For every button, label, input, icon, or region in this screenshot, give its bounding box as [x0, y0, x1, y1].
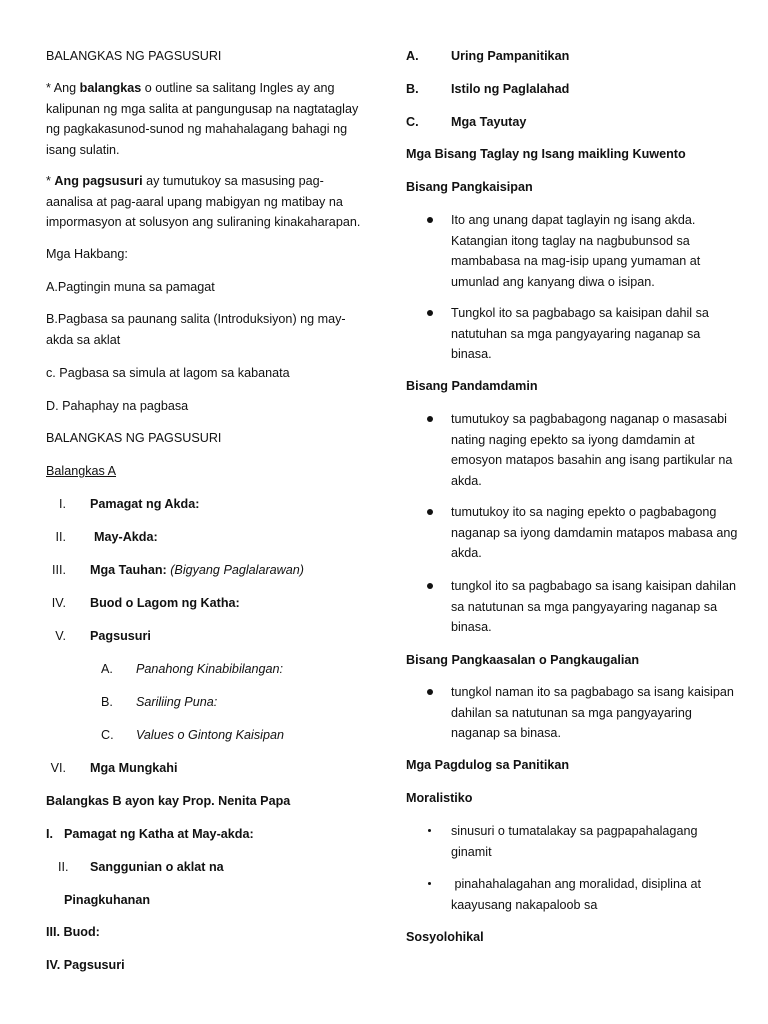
- pangkaasalan-heading: Bisang Pangkaasalan o Pangkaugalian: [406, 653, 640, 667]
- bullet-icon: [428, 882, 431, 885]
- bullet-icon: [427, 310, 433, 316]
- bullet-icon: [427, 509, 433, 515]
- balangkas-b-heading: Balangkas B ayon kay Prop. Nenita Papa: [46, 794, 291, 808]
- step-c: c. Pagbasa sa simula at lagom sa kabanata: [46, 366, 290, 380]
- step-a: A.Pagtingin muna sa pamagat: [46, 280, 215, 294]
- pagsusuri-definition: * Ang pagsusuri ay tumutukoy sa masusing pag-aanalisa at pag-aaral upang mabigyan ng matibay na impormasyon at solusyon ang suliraning kinakaharapan.: [46, 174, 361, 229]
- b-outline-item: IV. Pagsusuri: [46, 958, 125, 972]
- step-b: B.Pagbasa sa paunang salita (Introduksiyon) ng may-akda sa aklat: [46, 312, 346, 347]
- pandamdamin-heading: Bisang Pandamdamin: [406, 379, 538, 393]
- pagdulog-heading: Mga Pagdulog sa Panitikan: [406, 758, 570, 772]
- step-d: D. Pahaphay na pagbasa: [46, 399, 189, 413]
- bullet-icon: [427, 217, 433, 223]
- hakbang-heading: Mga Hakbang:: [46, 247, 128, 261]
- b-outline-item: III. Buod:: [46, 925, 100, 939]
- moralistiko-heading: Moralistiko: [406, 791, 473, 805]
- b-outline-continuation: Pinagkuhanan: [64, 893, 151, 907]
- balangkas-definition: * Ang balangkas o outline sa salitang Ingles ay ang kalipunan ng mga salita at pangungusap na nagtataglay ng pagkakasunod-sunod ng mahahalagang bahagi ng isang sulatin.: [46, 81, 359, 157]
- section-title: BALANGKAS NG PAGSUSURI: [46, 431, 222, 445]
- bullet-icon: [427, 583, 433, 589]
- document-title: BALANGKAS NG PAGSUSURI: [46, 49, 222, 63]
- sosyolohikal-heading: Sosyolohikal: [406, 930, 484, 944]
- bullet-icon: [428, 829, 431, 832]
- balangkas-a-heading: Balangkas A: [46, 464, 117, 478]
- pangkaisipan-heading: Bisang Pangkaisipan: [406, 180, 533, 194]
- bisa-heading: Mga Bisang Taglay ng Isang maikling Kuwento: [406, 147, 686, 161]
- bullet-icon: [427, 416, 433, 422]
- bullet-icon: [427, 689, 433, 695]
